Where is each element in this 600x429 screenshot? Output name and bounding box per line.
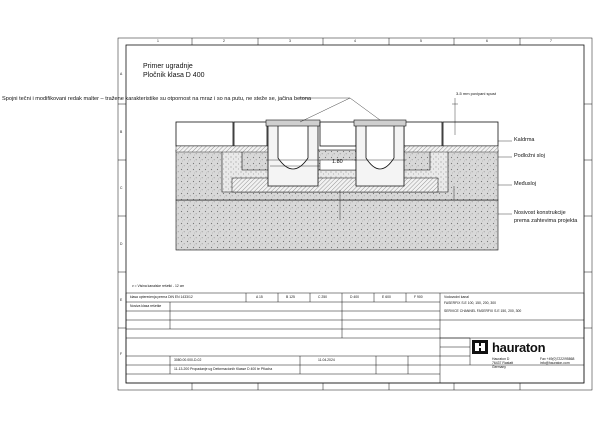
description-3: SERVICE CHANNEL FASERFIX S.E 150, 200, 300 [444,309,522,313]
description-2: FASERFIX S.E 100, 150, 200, 300 [444,301,497,305]
ruler-top-2: 2 [223,39,225,43]
brand-name: hauraton [492,340,546,355]
podlozni-label: Podložni sloj [514,153,545,159]
ruler-top-6: 6 [486,39,488,43]
paving-stone-left-1 [176,122,233,146]
hauraton-logo-icon [472,340,488,354]
ruler-top-1: 1 [157,39,159,43]
mortar-callout: Spojni tečni i modifikovani redak malter – tražene karakteristike su otpornost na mraz i so na putu, ne steže se, jačina betona [2,96,312,102]
class-e600: E 600 [382,295,391,299]
ruler-side-b: B [120,130,123,134]
ruler-top-4: 4 [354,39,356,43]
medjusloj-label: Međusloj [514,181,537,187]
drainage-channel-left [266,120,320,186]
grate-class-label: Nosiva klasa rešetke [130,304,162,308]
ruler-top-3: 3 [289,39,291,43]
address-2: 76437 Rastatt [492,361,514,365]
date-value: 11.04.2024 [318,358,335,362]
interlayer [232,178,438,192]
paving-stone-right-1 [404,122,442,146]
address-3: Germany [492,365,506,369]
class-a15: A 15 [256,295,263,299]
ruler-top-7: 7 [550,39,552,43]
drawing-footer: 11-13-200 Propadanje ug Deformacionih Klasse D 400 te Pflucha [174,367,273,371]
ruler-side-a: A [120,72,123,76]
class-c250: C 250 [318,295,328,299]
kaldrma-label: Kaldrma [514,137,535,143]
paving-stone-middle [320,122,356,146]
title-line-1: Primer ugradnje [143,63,193,70]
gap-callout: 3-5 mm poviyani spust [456,91,497,96]
ruler-side-d: D [120,242,123,246]
class-f900: F 900 [414,295,423,299]
load-class-label: klasa opterećenja prema DIN EN 1433/12 [130,295,193,299]
drainage-channel-right [354,120,406,186]
ruler-top-5: 5 [420,39,422,43]
contact-email: info@hauraton.com [540,361,570,365]
dimension-label: 1.80 [332,159,343,165]
nosivost-label-1: Nosivost konstrukcije [514,210,566,216]
description-1: Vodovodni kanal [444,295,469,299]
drawing-number: 3080.00.000-D-02 [174,358,202,362]
title-line-2: Pločnik klasa D 400 [143,72,205,79]
class-d400: D 400 [350,295,360,299]
ruler-side-c: C [120,186,123,190]
nosivost-label-2: prema zahtevima projekta [514,218,578,224]
ruler-side-e: E [120,298,123,302]
address-1: Hauraton D [492,357,510,361]
paving-stone-right-2 [443,122,498,146]
drawing-title [143,62,204,80]
contact-fax: Fax +49(0)7222/95868 [540,357,575,361]
ruler-side-f: F [120,352,123,356]
class-b125: B 125 [286,295,295,299]
paving-stone-left-2 [234,122,267,146]
footnote: v = Visina kanalske rešetki - 12 cm [132,284,185,288]
bearing-layer [176,200,498,250]
